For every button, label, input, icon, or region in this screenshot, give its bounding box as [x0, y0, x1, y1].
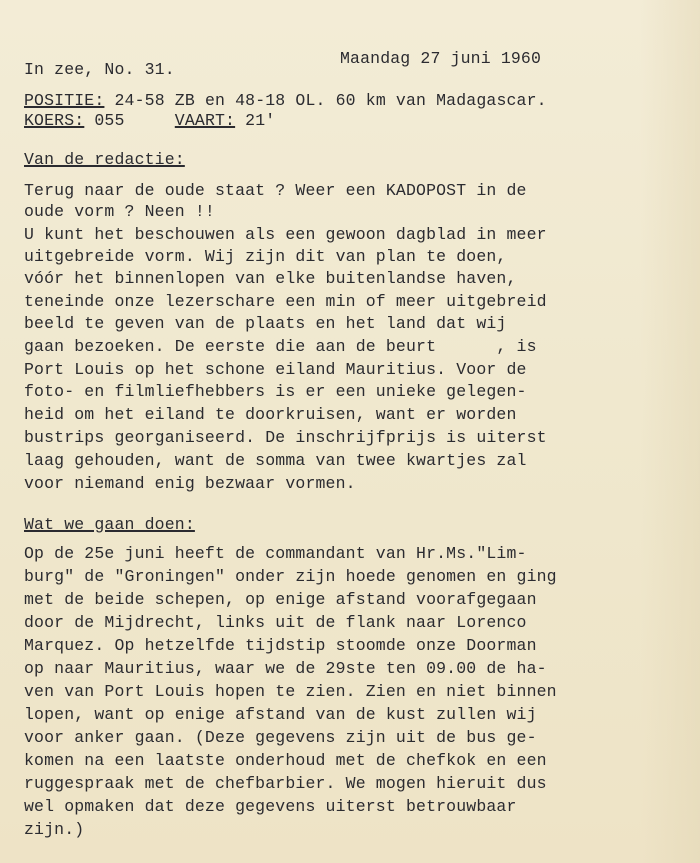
text-line: voor anker gaan. (Deze gegevens zijn uit de bus ge-: [24, 728, 537, 747]
koers-label: KOERS:: [24, 111, 85, 130]
text-line: ruggespraak met de chefbarbier. We mogen hieruit dus: [24, 774, 547, 793]
text-line: beeld te geven van de plaats en het land dat wij: [24, 314, 507, 333]
text-line: op naar Mauritius, waar we de 29ste ten 09.00 de ha-: [24, 659, 547, 678]
section-heading-redactie: Van de redactie:: [24, 150, 185, 169]
text-line: gaan bezoeken. De eerste die aan de beurt , is: [24, 337, 537, 356]
text-line: bustrips georganiseerd. De inschrijfprijs is uiterst: [24, 428, 547, 447]
text-line: wel opmaken dat deze gegevens uiterst betrouwbaar: [24, 797, 517, 816]
text-line: laag gehouden, want de somma van twee kwartjes zal: [24, 451, 527, 470]
text-line: voor niemand enig bezwaar vormen.: [24, 474, 356, 493]
date: Maandag 27 juni 1960: [340, 49, 542, 68]
text-line: uitgebreide vorm. Wij zijn dit van plan te doen,: [24, 247, 507, 266]
vaart-value: 21': [245, 111, 276, 130]
paper-edge-shading: [640, 0, 700, 863]
section-heading-plans: Wat we gaan doen:: [24, 515, 195, 534]
text-line: Marquez. Op hetzelfde tijdstip stoomde onze Doorman: [24, 636, 537, 655]
issue-number: In zee, No. 31.: [24, 60, 175, 79]
text-line: vóór het binnenlopen van elke buitenlandse haven,: [24, 269, 517, 288]
text-line: zijn.): [24, 820, 85, 839]
vaart-label: VAART:: [174, 111, 236, 130]
text-line: lopen, want op enige afstand van de kust zullen wij: [24, 705, 537, 724]
text-line: teneinde onze lezerschare een min of meer uitgebreid: [24, 292, 547, 311]
text-line: oude vorm ? Neen !!: [24, 202, 215, 221]
text-line: foto- en filmliefhebbers is er een unieke gelegen-: [24, 382, 527, 401]
course-row: [24, 111, 275, 131]
text-line: Terug naar de oude staat ? Weer een KADOPOST in de: [24, 181, 527, 200]
text-line: burg" de "Groningen" onder zijn hoede genomen en ging: [24, 567, 557, 586]
text-line: komen na een laatste onderhoud met de chefkok en een: [24, 751, 547, 770]
text-line: ven van Port Louis hopen te zien. Zien en niet binnen: [24, 682, 557, 701]
text-line: Op de 25e juni heeft de commandant van Hr.Ms."Lim-: [24, 544, 527, 563]
text-line: met de beide schepen, op enige afstand voorafgegaan: [24, 590, 537, 609]
position-value: 24-58 ZB en 48-18 OL. 60 km van Madagascar.: [114, 91, 547, 110]
koers-value: 055: [94, 111, 125, 130]
position-label: POSITIE:: [24, 91, 105, 110]
text-line: heid om het eiland te doorkruisen, want er worden: [24, 405, 517, 424]
text-line: Port Louis op het schone eiland Mauritius. Voor de: [24, 360, 527, 379]
text-line: U kunt het beschouwen als een gewoon dagblad in meer: [24, 225, 547, 244]
position-row: [24, 91, 547, 111]
text-line: door de Mijdrecht, links uit de flank naar Lorenco: [24, 613, 527, 632]
